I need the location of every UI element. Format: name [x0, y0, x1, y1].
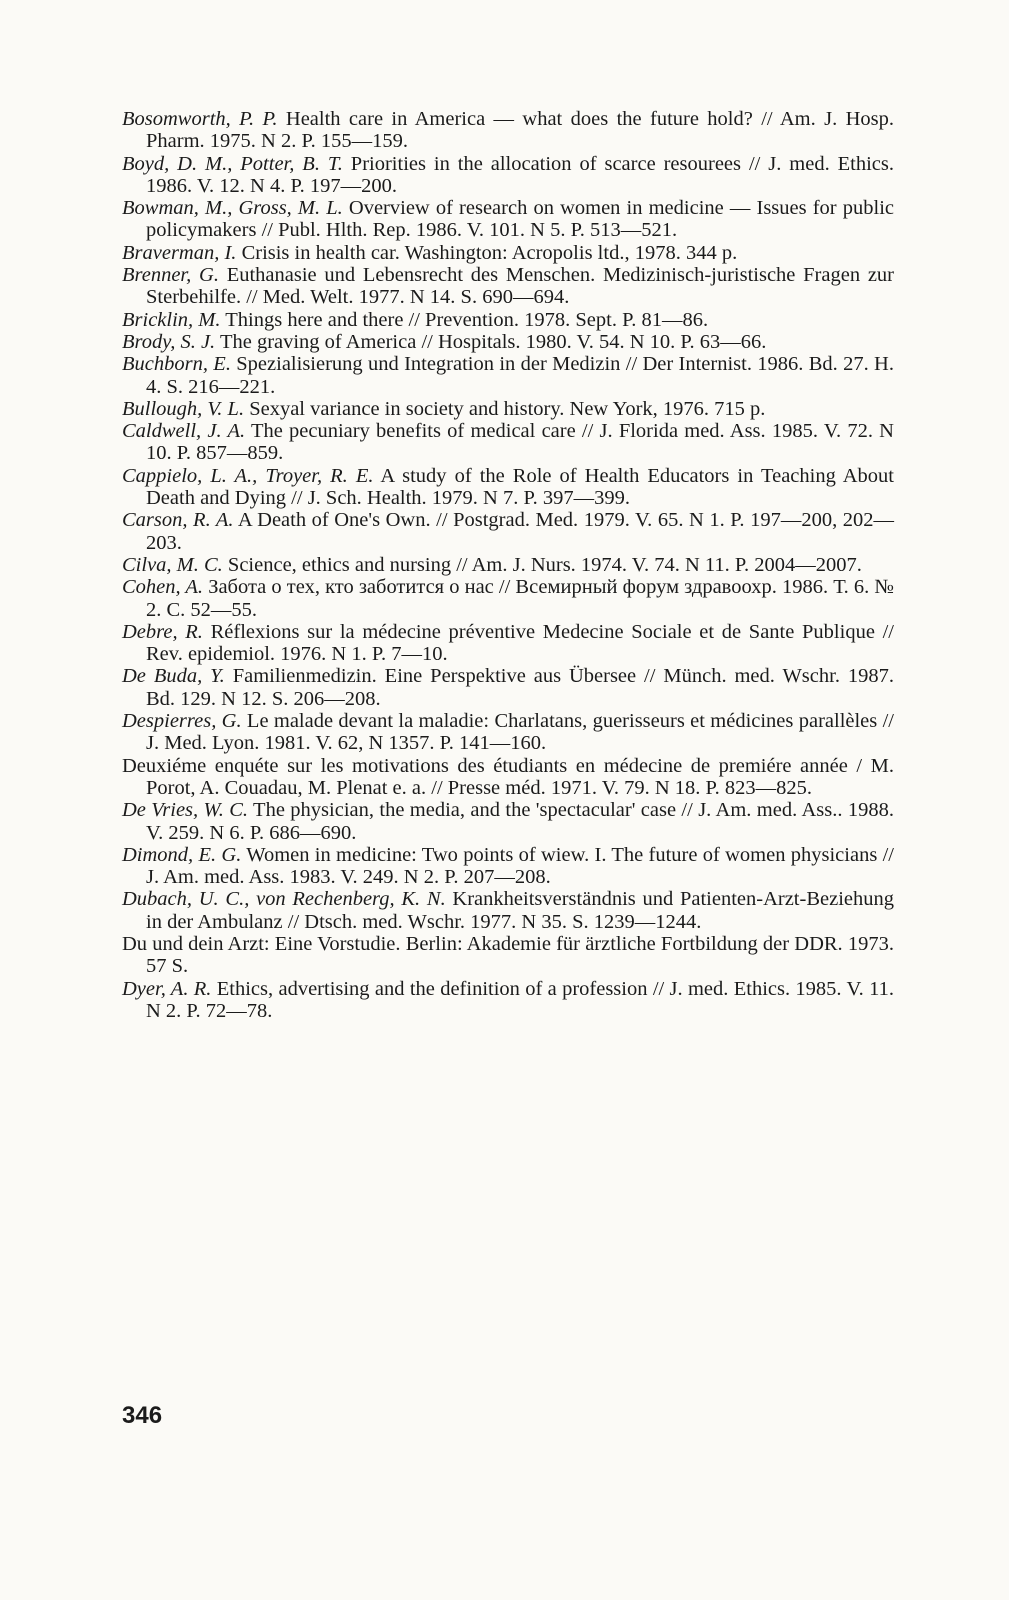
reference-text: Sexyal variance in society and history. New York, 1976. 715 p. [244, 397, 766, 420]
reference-entry [122, 621, 894, 666]
reference-entry [122, 844, 894, 889]
reference-entry [122, 153, 894, 198]
reference-text: Crisis in health car. Washington: Acropolis ltd., 1978. 344 p. [236, 241, 738, 264]
reference-author: Carson, R. A. [122, 509, 234, 532]
reference-author: Despierres, G. [122, 710, 242, 733]
reference-entry [122, 108, 894, 153]
reference-author: Buchborn, E. [122, 353, 231, 376]
reference-entry [122, 933, 894, 978]
reference-author: De Vries, W. C. [122, 799, 249, 822]
reference-author: Bosomworth, P. P. [122, 108, 278, 130]
reference-author: Dimond, E. G. [122, 843, 242, 866]
reference-author: De Buda, Y. [122, 665, 225, 688]
reference-entry [122, 978, 894, 1023]
reference-author: Bowman, M., Gross, M. L. [122, 197, 343, 220]
reference-entry [122, 554, 894, 576]
reference-author: Cappielo, L. A., Troyer, R. E. [122, 464, 374, 487]
reference-text: Spezialisierung und Integration in der Medizin // Der Internist. 1986. Bd. 27. H. 4. S. 216—221. [146, 353, 894, 398]
reference-entry [122, 509, 894, 554]
reference-entry [122, 755, 894, 800]
reference-text: Women in medicine: Two points of wiew. I. The future of women physicians // J. Am. med. Ass. 1983. V. 249. N 2. P. 207—208. [146, 843, 894, 889]
reference-list [122, 108, 894, 1022]
reference-text: Priorities in the allocation of scarce resourees // J. med. Ethics. 1986. V. 12. N 4. P. 197—200. [146, 152, 894, 197]
reference-text: The pecuniary benefits of medical care // J. Florida med. Ass. 1985. V. 72. N 10. P. 857—859. [146, 420, 894, 465]
reference-entry [122, 665, 894, 710]
reference-author: Cohen, A. [122, 576, 204, 599]
reference-text: Deuxiéme enquéte sur les motivations des étudiants en médecine de premiére année / M. Porot, A. Couadau, M. Plenat e. a. // Presse méd. 1971. V. 79. N 18. P. 823—825. [122, 754, 894, 799]
reference-author: Boyd, D. M., Potter, B. T. [122, 152, 343, 175]
reference-entry [122, 888, 894, 933]
reference-entry [122, 398, 894, 420]
reference-author: Brenner, G. [122, 264, 219, 287]
reference-author: Bricklin, M. [122, 308, 221, 331]
reference-author: Caldwell, J. A. [122, 420, 246, 443]
reference-author: Dyer, A. R. [122, 977, 212, 1000]
reference-entry [122, 331, 894, 353]
reference-text: Euthanasie und Lebensrecht des Menschen. Medizinisch-juristische Fragen zur Sterbehilfe. // Med. Welt. 1977. N 14. S. 690—694. [146, 264, 894, 309]
reference-entry [122, 420, 894, 465]
reference-author: Brody, S. J. [122, 330, 216, 353]
reference-entry [122, 197, 894, 242]
reference-text: Things here and there // Prevention. 1978. Sept. P. 81—86. [220, 308, 709, 331]
reference-text: The graving of America // Hospitals. 1980. V. 54. N 10. P. 63—66. [215, 330, 767, 353]
reference-text: Забота о тех, кто заботится о нас // Всемирный форум здравоохр. 1986. Т. 6. № 2. С. 52—55. [146, 576, 894, 621]
reference-entry [122, 309, 894, 331]
reference-author: Debre, R. [122, 620, 203, 643]
reference-author: Braverman, I. [122, 241, 237, 264]
reference-author: Bullough, V. L. [122, 397, 245, 420]
reference-text: Familienmedizin. Eine Perspektive aus Übersee // Münch. med. Wschr. 1987. Bd. 129. N 12. S. 206—208. [146, 665, 894, 710]
reference-author: Cilva, M. C. [122, 553, 223, 576]
reference-entry [122, 242, 894, 264]
reference-entry [122, 576, 894, 621]
reference-text: The physician, the media, and the 'spectacular' case // J. Am. med. Ass.. 1988. V. 259. N 6. P. 686—690. [146, 799, 894, 844]
reference-text: Du und dein Arzt: Eine Vorstudie. Berlin: Akademie für ärztliche Fortbildung der DDR. 1973. 57 S. [122, 932, 894, 978]
reference-text: Réflexions sur la médecine préventive Medecine Sociale et de Sante Publique // Rev. epidemiol. 1976. N 1. P. 7—10. [146, 620, 894, 666]
reference-entry [122, 799, 894, 844]
reference-text: Science, ethics and nursing // Am. J. Nurs. 1974. V. 74. N 11. P. 2004—2007. [222, 553, 862, 576]
reference-entry [122, 465, 894, 510]
reference-text: Overview of research on women in medicine — Issues for public policymakers // Publ. Hlth. Rep. 1986. V. 101. N 5. P. 513—521. [146, 197, 894, 242]
reference-text: A Death of One's Own. // Postgrad. Med. 1979. V. 65. N 1. P. 197—200, 202—203. [146, 509, 894, 554]
reference-entry [122, 264, 894, 309]
reference-text: Krankheitsverständnis und Patienten-Arzt-Beziehung in der Ambulanz // Dtsch. med. Wschr. 1977. N 35. S. 1239—1244. [146, 888, 894, 933]
reference-text: A study of the Role of Health Educators in Teaching About Death and Dying // J. Sch. Health. 1979. N 7. P. 397—399. [146, 464, 894, 510]
reference-author: Dubach, U. C., von Rechenberg, K. N. [122, 888, 446, 911]
reference-text: Le malade devant la maladie: Charlatans, guerisseurs et médicines parallèles // J. Med. Lyon. 1981. V. 62, N 1357. P. 141—160. [146, 710, 894, 755]
reference-entry [122, 710, 894, 755]
reference-text: Health care in America — what does the future hold? // Am. J. Hosp. Pharm. 1975. N 2. P. 155—159. [146, 108, 894, 153]
page-number: 346 [122, 1402, 163, 1429]
reference-text: Ethics, advertising and the definition of a profession // J. med. Ethics. 1985. V. 11. N 2. P. 72—78. [146, 977, 894, 1022]
reference-entry [122, 353, 894, 398]
